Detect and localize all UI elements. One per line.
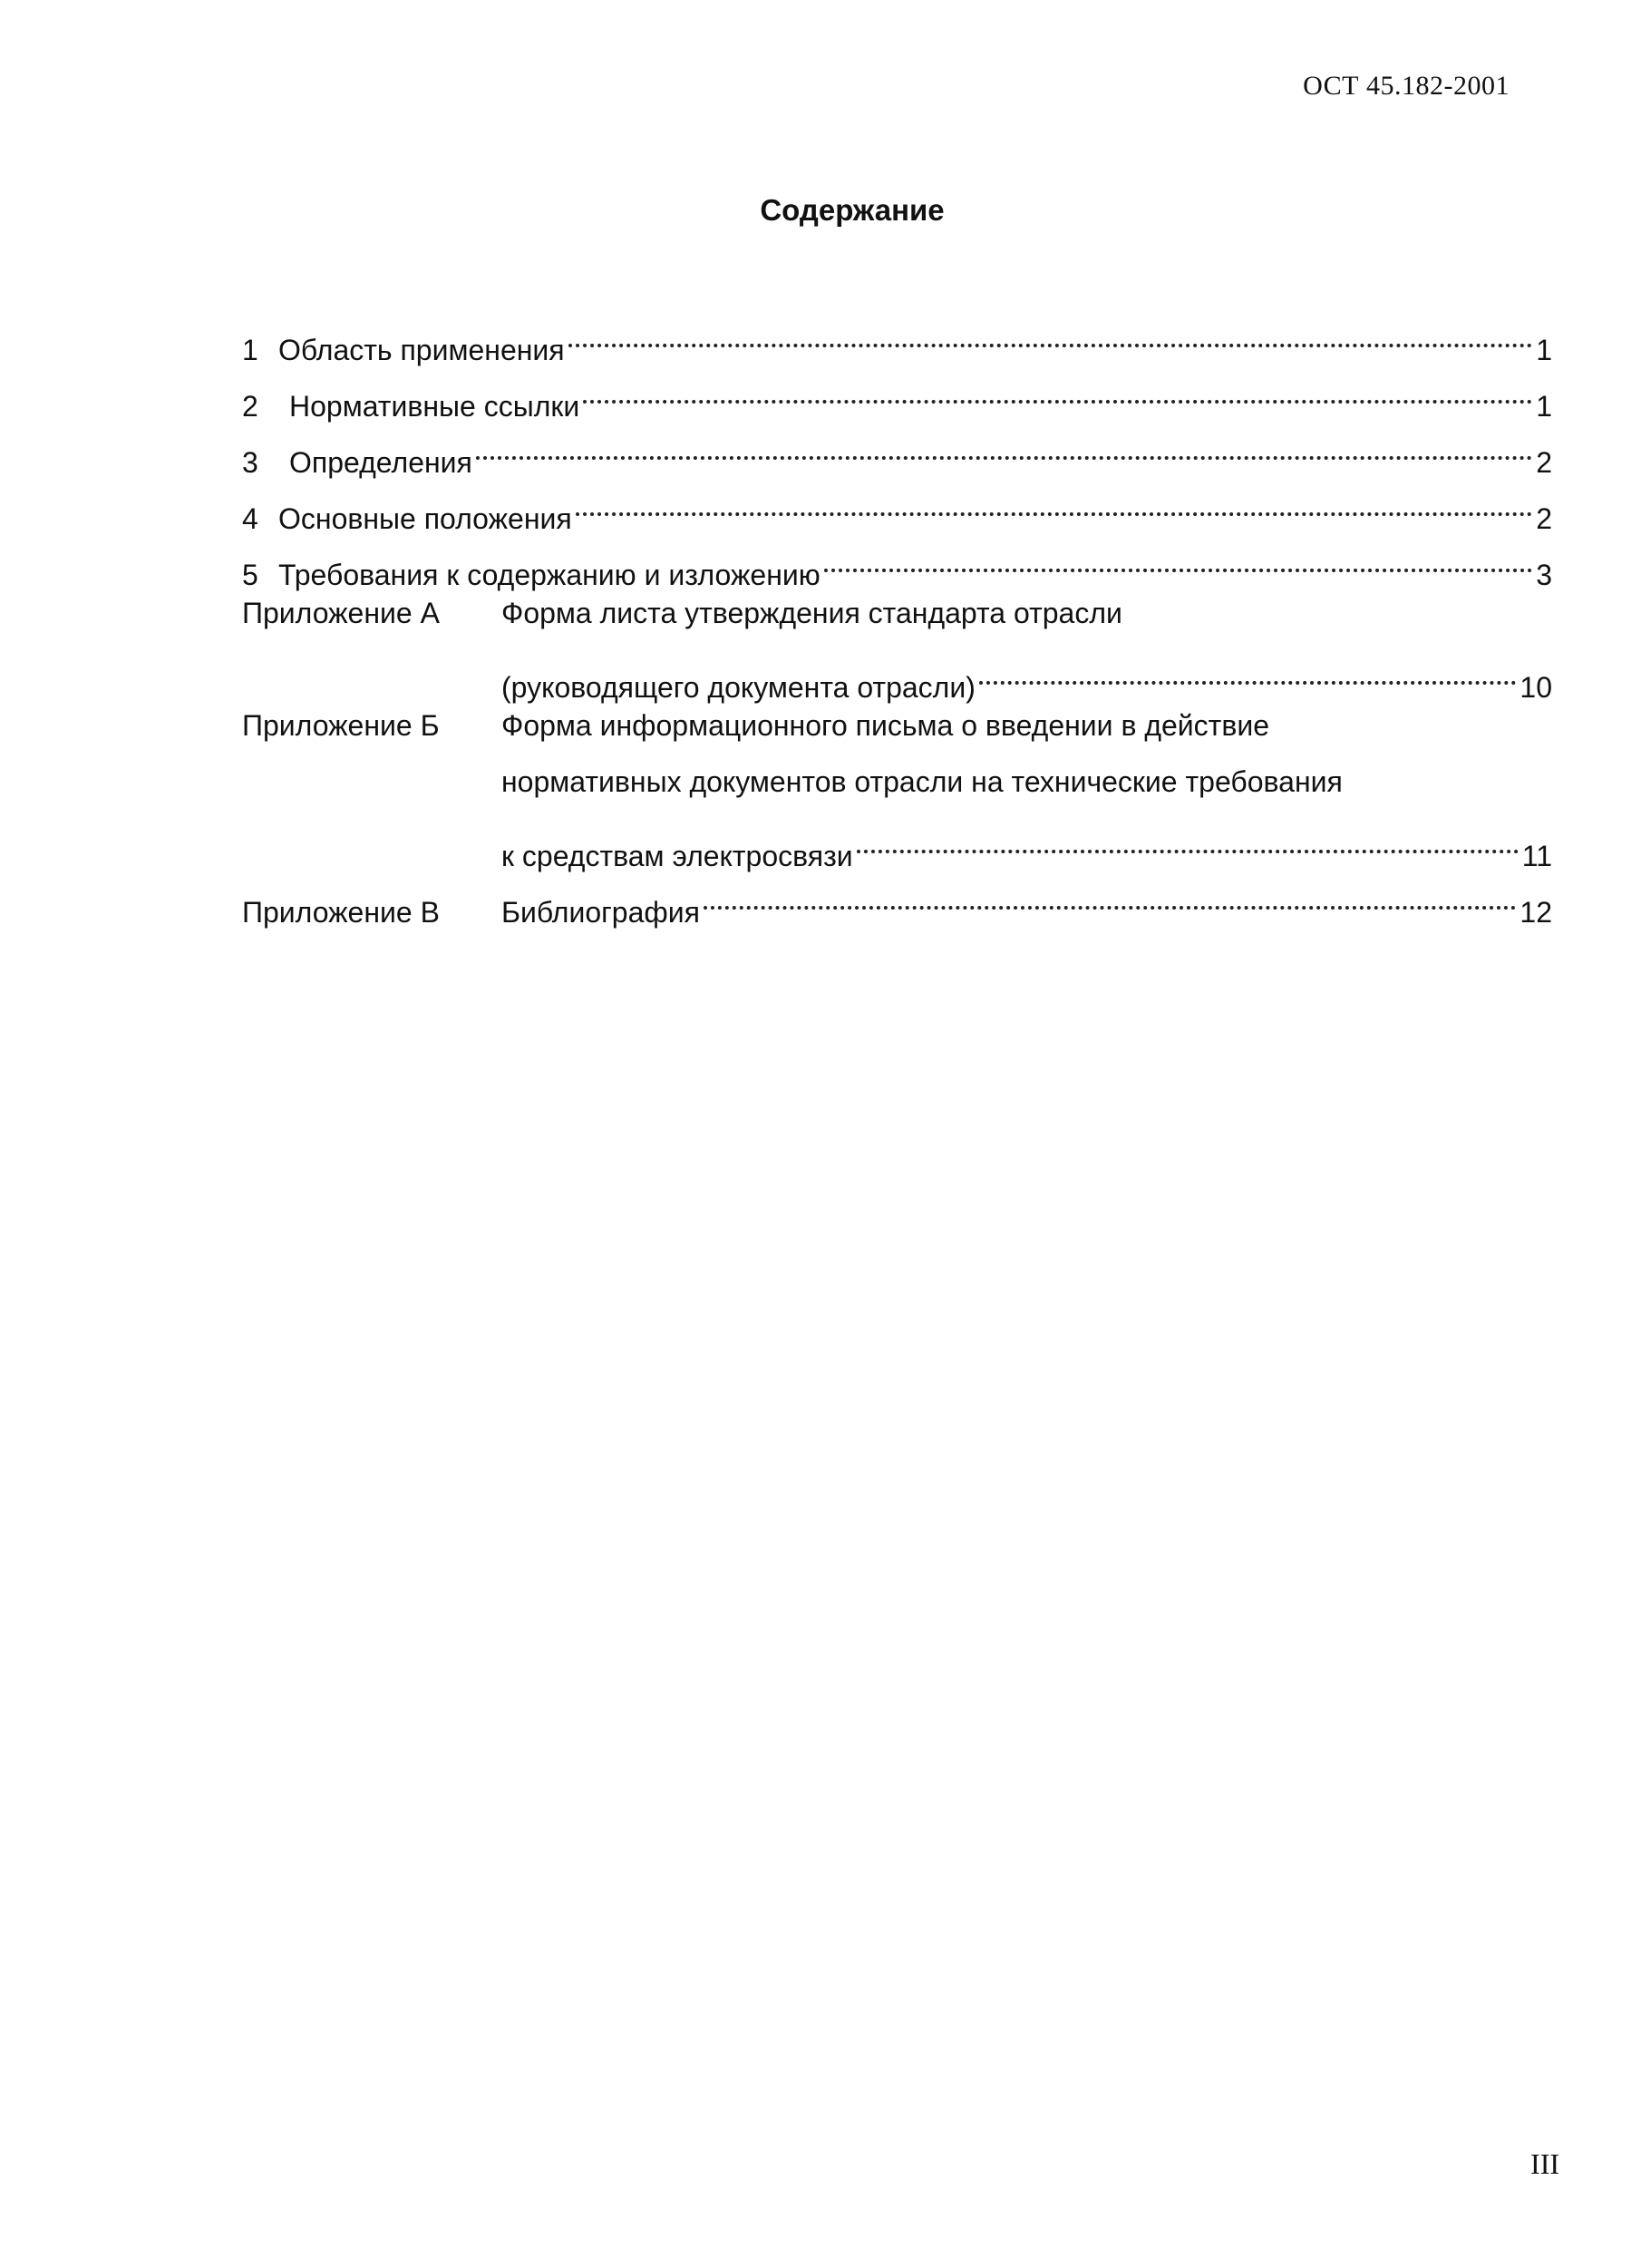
appendix-title: Форма листа утверждения стандарта отрасли <box>501 597 1122 629</box>
dot-leader <box>824 529 1532 585</box>
dot-leader <box>857 810 1519 866</box>
toc-entry-1[interactable] <box>242 304 1552 366</box>
toc-entry-number: 3 <box>242 446 258 479</box>
appendix-title: Библиография <box>501 896 700 929</box>
toc-entry-title: Область применения <box>278 334 565 366</box>
toc-entry-page: 2 <box>1536 446 1552 479</box>
table-of-contents <box>242 304 1552 929</box>
dot-leader <box>583 360 1532 416</box>
dot-leader <box>576 472 1533 529</box>
page-number: III <box>1530 2147 1559 2180</box>
dot-leader <box>568 304 1533 360</box>
toc-appendix-v-line-1[interactable] <box>242 866 1552 929</box>
appendix-label: Приложение А <box>242 597 440 629</box>
dot-leader <box>476 416 1532 472</box>
toc-entry-number: 1 <box>242 334 258 366</box>
toc-entry-number: 5 <box>242 559 258 591</box>
appendix-title: Форма информационного письма о введении в действие <box>501 709 1269 742</box>
toc-appendix-a-line-2[interactable] <box>242 641 1552 704</box>
toc-entry-page: 12 <box>1520 896 1552 929</box>
toc-entry-number: 2 <box>242 390 258 423</box>
appendix-title: нормативных документов отрасли на технические требования <box>501 765 1343 798</box>
toc-entry-title: Определения <box>289 446 472 479</box>
toc-entry-number: 4 <box>242 502 258 535</box>
document-code: ОСТ 45.182-2001 <box>1303 71 1510 101</box>
appendix-title: (руководящего документа отрасли) <box>501 671 976 704</box>
toc-entry-title: Основные положения <box>278 502 572 535</box>
toc-entry-page: 3 <box>1536 559 1552 591</box>
toc-entry-page: 11 <box>1521 840 1552 872</box>
toc-appendix-b-line-1[interactable] <box>242 697 1552 754</box>
dot-leader <box>704 866 1517 922</box>
toc-appendix-a-line-1[interactable] <box>242 585 1552 641</box>
toc-entry-page: 2 <box>1536 502 1552 535</box>
appendix-title: к средствам электросвязи <box>501 840 853 872</box>
toc-entry-page: 1 <box>1536 390 1552 423</box>
toc-entry-page: 10 <box>1520 671 1552 704</box>
toc-entry-title: Нормативные ссылки <box>289 390 580 423</box>
toc-appendix-b-line-3[interactable] <box>242 810 1552 872</box>
toc-entry-page: 1 <box>1536 334 1552 366</box>
page-title: Содержание <box>760 193 945 227</box>
appendix-label: Приложение В <box>242 896 440 929</box>
toc-appendix-b-line-2[interactable] <box>242 754 1552 810</box>
toc-entry-title: Требования к содержанию и изложению <box>278 559 820 591</box>
appendix-label: Приложение Б <box>242 709 440 742</box>
dot-leader <box>979 641 1517 697</box>
